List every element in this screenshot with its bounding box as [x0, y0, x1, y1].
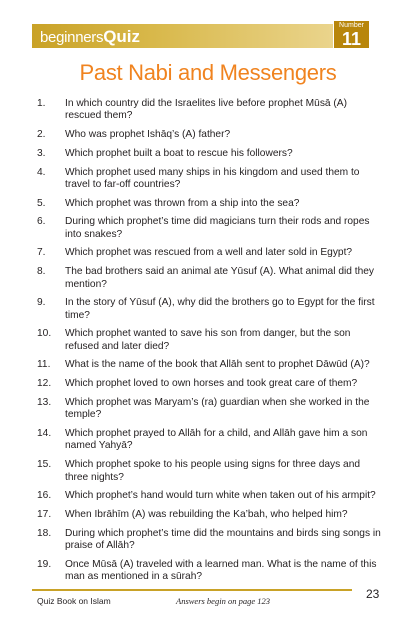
page-number: 23 [366, 587, 380, 601]
question-number: 19. [37, 558, 52, 570]
question-item [37, 167, 382, 192]
footer-answers-note: Answers begin on page 123 [176, 596, 270, 606]
question-number: 5. [37, 197, 46, 209]
question-item [37, 528, 382, 553]
question-item [37, 297, 382, 322]
question-text: Which prophet was Maryam’s (ra) guardian when she worked in the temple? [65, 396, 370, 421]
question-item [37, 148, 382, 160]
question-text: Which prophet spoke to his people using signs for three days and three nights? [65, 459, 361, 483]
question-item [37, 98, 382, 123]
question-number: 16. [37, 490, 52, 502]
brand-bold-text: Quiz [103, 26, 141, 46]
question-number: 4. [37, 166, 46, 178]
footer-divider [32, 589, 352, 591]
question-item [37, 428, 382, 453]
quiz-number-label: Number [339, 22, 364, 29]
series-brand [40, 28, 140, 45]
question-number: 8. [37, 266, 46, 278]
question-text: The bad brothers said an animal ate Yūsuf (A). What animal did they mention? [65, 266, 374, 290]
question-item [37, 378, 382, 390]
question-item [37, 328, 382, 353]
question-number: 3. [37, 147, 46, 159]
question-number: 11. [37, 359, 51, 371]
question-text: During which prophet’s time did the mountains and birds sing songs in praise of Allāh? [65, 527, 381, 552]
question-item [37, 359, 382, 371]
question-number: 7. [37, 247, 46, 259]
question-text: Which prophet was thrown from a ship into the sea? [65, 197, 300, 209]
question-text: In the story of Yūsuf (A), why did the brothers go to Egypt for the first time? [65, 297, 375, 321]
question-item [37, 247, 382, 259]
question-text: In which country did the Israelites live before prophet Mūsā (A) rescued them? [65, 98, 347, 122]
question-item [37, 490, 382, 502]
question-text: Who was prophet Ishāq’s (A) father? [65, 129, 231, 141]
question-number: 2. [37, 129, 46, 141]
quiz-number-value: 11 [341, 29, 362, 49]
question-number: 13. [37, 396, 52, 408]
question-text: Which prophet’s hand would turn white when taken out of his armpit? [65, 490, 376, 502]
question-item [37, 459, 382, 484]
question-list [37, 98, 382, 590]
question-text: Once Mūsā (A) traveled with a learned man. What is the name of this man as mentioned in a sūrah? [65, 558, 377, 583]
question-number: 12. [37, 378, 52, 390]
question-number: 18. [37, 527, 52, 539]
footer-book-title: Quiz Book on Islam [37, 596, 111, 606]
question-number: 17. [37, 508, 52, 520]
question-text: Which prophet built a boat to rescue his followers? [65, 147, 293, 159]
header-banner [32, 24, 333, 48]
question-item [37, 198, 382, 210]
question-item [37, 266, 382, 291]
quiz-number-badge [334, 21, 369, 48]
page-title: Past Nabi and Messengers [79, 60, 337, 85]
question-text: Which prophet loved to own horses and took great care of them? [65, 378, 358, 390]
brand-light-text: beginners [40, 28, 104, 46]
question-number: 10. [37, 328, 52, 340]
question-number: 1. [37, 98, 46, 109]
question-text: When Ibrāhīm (A) was rebuilding the Ka’bah, who helped him? [65, 508, 348, 520]
question-item [37, 129, 382, 141]
question-item [37, 216, 382, 241]
question-text: During which prophet’s time did magicians turn their rods and ropes into snakes? [65, 216, 370, 240]
question-text: Which prophet prayed to Allāh for a child, and Allāh gave him a son named Yahyā? [65, 427, 368, 452]
question-number: 14. [37, 427, 52, 439]
question-text: Which prophet was rescued from a well and later sold in Egypt? [65, 247, 353, 259]
question-item [37, 509, 382, 521]
question-text: Which prophet used many ships in his kingdom and used them to travel to far-off countries? [65, 166, 360, 190]
question-item [37, 559, 382, 584]
question-number: 9. [37, 297, 46, 309]
question-text: What is the name of the book that Allāh sent to prophet Dāwūd (A)? [65, 359, 370, 371]
question-number: 6. [37, 216, 46, 228]
question-text: Which prophet wanted to save his son from danger, but the son refused and later died? [65, 328, 351, 352]
question-number: 15. [37, 459, 52, 471]
question-item [37, 397, 382, 422]
